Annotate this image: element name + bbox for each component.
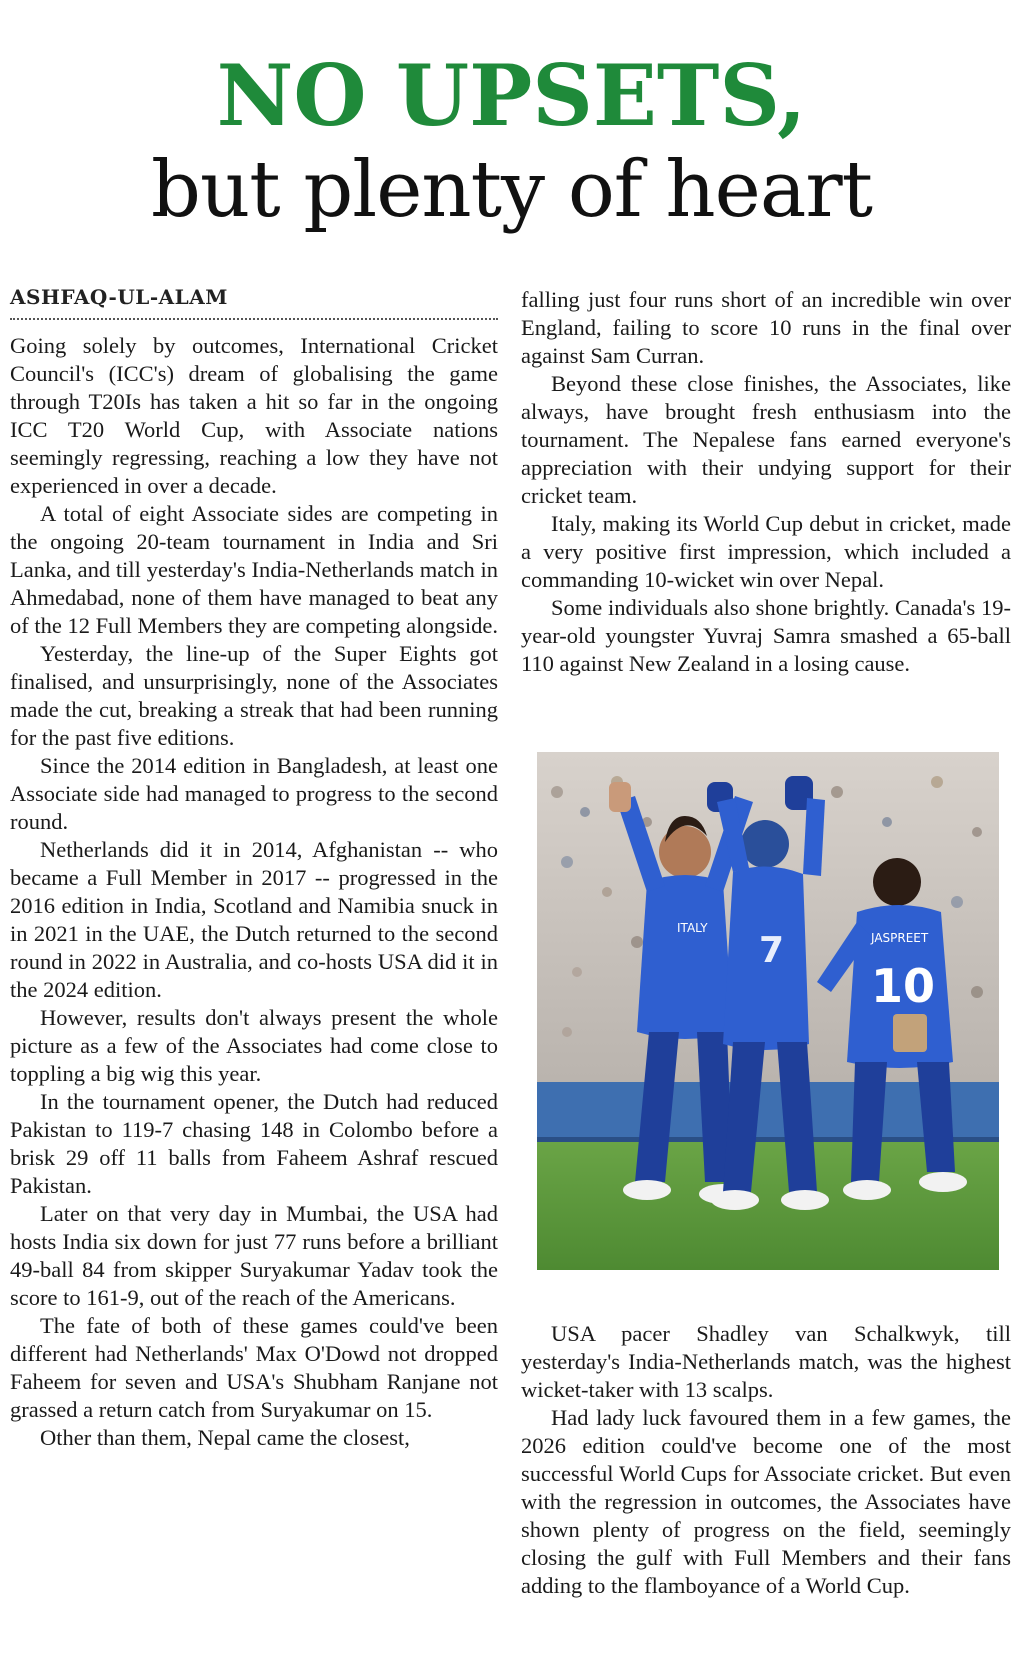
byline: ASHFAQ-UL-ALAM	[10, 284, 498, 320]
paragraph: Beyond these close finishes, the Associates, like always, have brought fresh enthusiasm into the tournament. The Nepalese fans earned everyone's appreciation with their undying support for their cricket team.	[521, 371, 1011, 508]
paragraph: In the tournament opener, the Dutch had reduced Pakistan to 119-7 chasing 148 in Colombo before a brisk 29 off 11 balls from Faheem Ashraf rescued Pakistan.	[10, 1089, 498, 1198]
jersey-text-italy: ITALY	[677, 921, 708, 935]
paragraph: Netherlands did it in 2014, Afghanistan -- who became a Full Member in 2017 -- progressed in the 2016 edition in India, Scotland and Namibia snuck in in 2021 in the UAE, the Dutch returned to the second round in 2022 in Australia, and co-hosts USA did it in the 2024 edition.	[10, 837, 498, 1002]
jersey-number-10: 10	[871, 959, 936, 1013]
headline	[0, 48, 1023, 236]
paragraph: Yesterday, the line-up of the Super Eights got finalised, and unsurprisingly, none of the Associates made the cut, breaking a streak that had been running for the past five editions.	[10, 641, 498, 750]
paragraph: Some individuals also shone brightly. Canada's 19-year-old youngster Yuvraj Samra smashed a 65-ball 110 against New Zealand in a losing cause.	[521, 595, 1011, 676]
paragraph: Had lady luck favoured them in a few games, the 2026 edition could've become one of the most successful World Cups for Associate cricket. But even with the regression in outcomes, the Associates have shown plenty of progress on the field, seemingly closing the gulf with Full Members and their fans adding to the flamboyance of a World Cup.	[521, 1405, 1011, 1598]
paragraph: The fate of both of these games could've been different had Netherlands' Max O'Dowd not dropped Faheem for seven and USA's Shubham Ranjane not grassed a return catch from Suryakumar on 15.	[10, 1313, 498, 1422]
article-photo	[537, 752, 999, 1270]
article-column-right-bottom	[521, 1320, 1011, 1672]
paragraph: However, results don't always present the whole picture as a few of the Associates had come close to toppling a big wig this year.	[10, 1005, 498, 1086]
paragraph: Since the 2014 edition in Bangladesh, at least one Associate side had managed to progress to the second round.	[10, 753, 498, 834]
paragraph: Going solely by outcomes, International Cricket Council's (ICC's) dream of globalising the game through T20Is has taken a hit so far in the ongoing ICC T20 World Cup, with Associate nations seemingly regressing, reaching a low they have not experienced in over a decade.	[10, 333, 498, 498]
cricket-celebration-image	[537, 752, 999, 1270]
headline-main: NO UPSETS,	[216, 46, 807, 145]
jersey-name-jaspreet: JASPREET	[871, 931, 929, 945]
article-column-left	[10, 332, 498, 1672]
paragraph: A total of eight Associate sides are competing in the ongoing 20-team tournament in India and Sri Lanka, and till yesterday's India-Netherlands match in Ahmedabad, none of them have managed to beat any of the 12 Full Members they are competing alongside.	[10, 501, 498, 638]
headline-subtitle: but plenty of heart	[151, 145, 872, 235]
jersey-number-7: 7	[759, 930, 785, 971]
paragraph: Later on that very day in Mumbai, the USA had hosts India six down for just 77 runs before a brilliant 49-ball 84 from skipper Suryakumar Yadav took the score to 161-9, out of the reach of the Americans.	[10, 1201, 498, 1310]
article-column-right-top	[521, 286, 1011, 736]
paragraph: USA pacer Shadley van Schalkwyk, till yesterday's India-Netherlands match, was the highest wicket-taker with 13 scalps.	[521, 1321, 1011, 1402]
paragraph: falling just four runs short of an incredible win over England, failing to score 10 runs in the final over against Sam Curran.	[521, 287, 1011, 368]
paragraph: Italy, making its World Cup debut in cricket, made a very positive first impression, which included a commanding 10-wicket win over Nepal.	[521, 511, 1011, 592]
paragraph: Other than them, Nepal came the closest,	[40, 1425, 410, 1450]
